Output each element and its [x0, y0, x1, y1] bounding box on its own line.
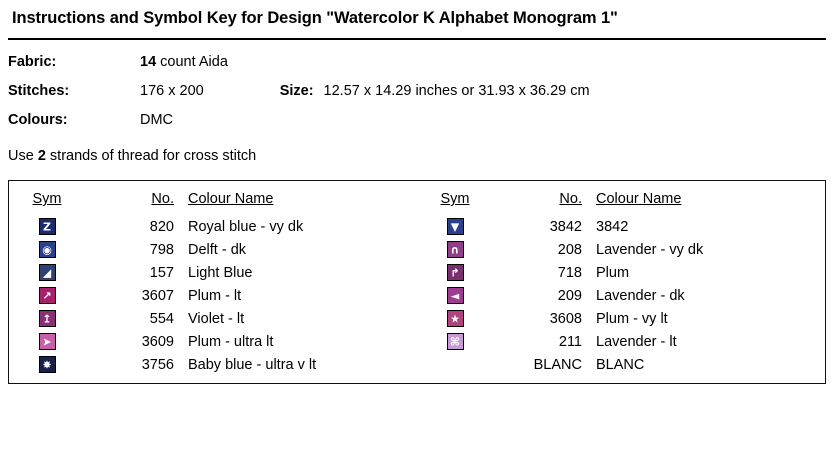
table-row: [9, 353, 417, 376]
colour-name: Plum - ultra lt: [188, 333, 274, 350]
symbol-swatch-icon: Z: [39, 218, 56, 235]
fabric-label: Fabric:: [8, 54, 57, 70]
colour-swatch-cell: [9, 238, 85, 261]
colour-name: BLANC: [596, 356, 645, 373]
colour-swatch-cell: [417, 353, 493, 376]
strands-pre: Use: [8, 148, 38, 164]
symbol-swatch-icon: ▼: [447, 218, 464, 235]
thread-number: 718: [557, 264, 582, 281]
symbol-swatch-icon: ↱: [447, 264, 464, 281]
strands-note: [0, 148, 834, 164]
table-row: [417, 330, 825, 353]
size-value: 12.57 x 14.29 inches or 31.93 x 36.29 cm: [323, 83, 590, 99]
colour-name: Plum: [596, 264, 630, 281]
colour-name: Lavender - vy dk: [596, 241, 704, 258]
symbol-key-box: [8, 180, 826, 384]
colour-name: Light Blue: [188, 264, 253, 281]
thread-number: BLANC: [533, 356, 582, 373]
stitches-value: 176 x 200: [140, 83, 204, 99]
header-sym: Sym: [440, 191, 470, 207]
symbol-swatch-icon: ◉: [39, 241, 56, 258]
thread-number: 3609: [141, 333, 174, 350]
colour-name: Royal blue - vy dk: [188, 218, 304, 235]
symbol-swatch-icon: ↥: [39, 310, 56, 327]
colour-swatch-cell: [9, 353, 85, 376]
thread-number: 209: [557, 287, 582, 304]
thread-number: 211: [558, 333, 582, 350]
thread-number: 157: [149, 264, 174, 281]
colours-row: [8, 112, 834, 128]
colour-swatch-cell: [9, 284, 85, 307]
table-header-row: [417, 190, 825, 215]
table-row: [9, 284, 417, 307]
colour-name: Violet - lt: [188, 310, 245, 327]
header-sym: Sym: [32, 191, 62, 207]
size-label: Size:: [279, 83, 314, 99]
symbol-swatch-icon: ∩: [447, 241, 464, 258]
colour-swatch-cell: [417, 215, 493, 238]
table-row: [417, 215, 825, 238]
table-row: [9, 238, 417, 261]
title-divider: [8, 38, 826, 40]
page-title: Instructions and Symbol Key for Design "Watercolor K Alphabet Monogram 1": [12, 9, 618, 27]
table-row: [417, 284, 825, 307]
header-no: No.: [151, 191, 174, 207]
colour-swatch-cell: [417, 307, 493, 330]
strands-count: 2: [37, 148, 46, 164]
fabric-row: [8, 54, 834, 70]
colour-swatch-cell: [9, 261, 85, 284]
header-colour-name: Colour Name: [596, 191, 682, 207]
stitches-row: [8, 83, 834, 99]
colour-name: Lavender - dk: [596, 287, 685, 304]
colour-name: Plum - vy lt: [596, 310, 668, 327]
table-row: [417, 238, 825, 261]
colour-name: Baby blue - ultra v lt: [188, 356, 317, 373]
table-row: [417, 261, 825, 284]
symbol-swatch-icon: ✸: [39, 356, 56, 373]
symbol-swatch-icon: ↗: [39, 287, 56, 304]
colour-swatch-cell: [9, 215, 85, 238]
thread-number: 3756: [141, 356, 174, 373]
header-no: No.: [559, 191, 582, 207]
colour-swatch-cell: [417, 284, 493, 307]
thread-number: 798: [149, 241, 174, 258]
table-row: [9, 330, 417, 353]
symbol-key-right-body: [417, 215, 825, 376]
thread-number: 208: [557, 241, 582, 258]
stitches-label: Stitches:: [8, 83, 70, 99]
table-row: [9, 307, 417, 330]
table-row: [417, 353, 825, 376]
symbol-swatch-icon: ⌘: [447, 333, 464, 350]
table-row: [9, 261, 417, 284]
fabric-value: [140, 54, 228, 70]
colour-name: Lavender - lt: [596, 333, 677, 350]
colours-label: Colours:: [8, 112, 68, 128]
colour-swatch-cell: [9, 330, 85, 353]
symbol-swatch-icon: ★: [447, 310, 464, 327]
colour-swatch-cell: [417, 261, 493, 284]
symbol-swatch-icon: ◢: [39, 264, 56, 281]
symbol-swatch-icon: ➤: [39, 333, 56, 350]
table-header-row: [9, 190, 417, 215]
colour-name: 3842: [596, 218, 629, 235]
symbol-key-left-body: [9, 215, 417, 376]
colour-swatch-cell: [9, 307, 85, 330]
table-row: [417, 307, 825, 330]
colours-value: DMC: [140, 112, 174, 128]
symbol-key-table-left: [9, 190, 417, 376]
fabric-unit: count Aida: [156, 54, 228, 70]
thread-number: 3608: [549, 310, 582, 327]
header-colour-name: Colour Name: [188, 191, 274, 207]
symbol-swatch-icon: ◄: [447, 287, 464, 304]
colour-name: Plum - lt: [188, 287, 242, 304]
thread-number: 3607: [141, 287, 174, 304]
thread-number: 820: [149, 218, 174, 235]
symbol-key-right-column: [417, 190, 825, 376]
colour-swatch-cell: [417, 330, 493, 353]
colour-swatch-cell: [417, 238, 493, 261]
table-row: [9, 215, 417, 238]
colour-name: Delft - dk: [188, 241, 247, 258]
symbol-key-table-right: [417, 190, 825, 376]
thread-number: 3842: [549, 218, 582, 235]
info-section: [0, 54, 834, 128]
strands-post: strands of thread for cross stitch: [45, 148, 257, 164]
symbol-key-left-column: [9, 190, 417, 376]
fabric-count: 14: [140, 54, 157, 70]
thread-number: 554: [149, 310, 174, 327]
